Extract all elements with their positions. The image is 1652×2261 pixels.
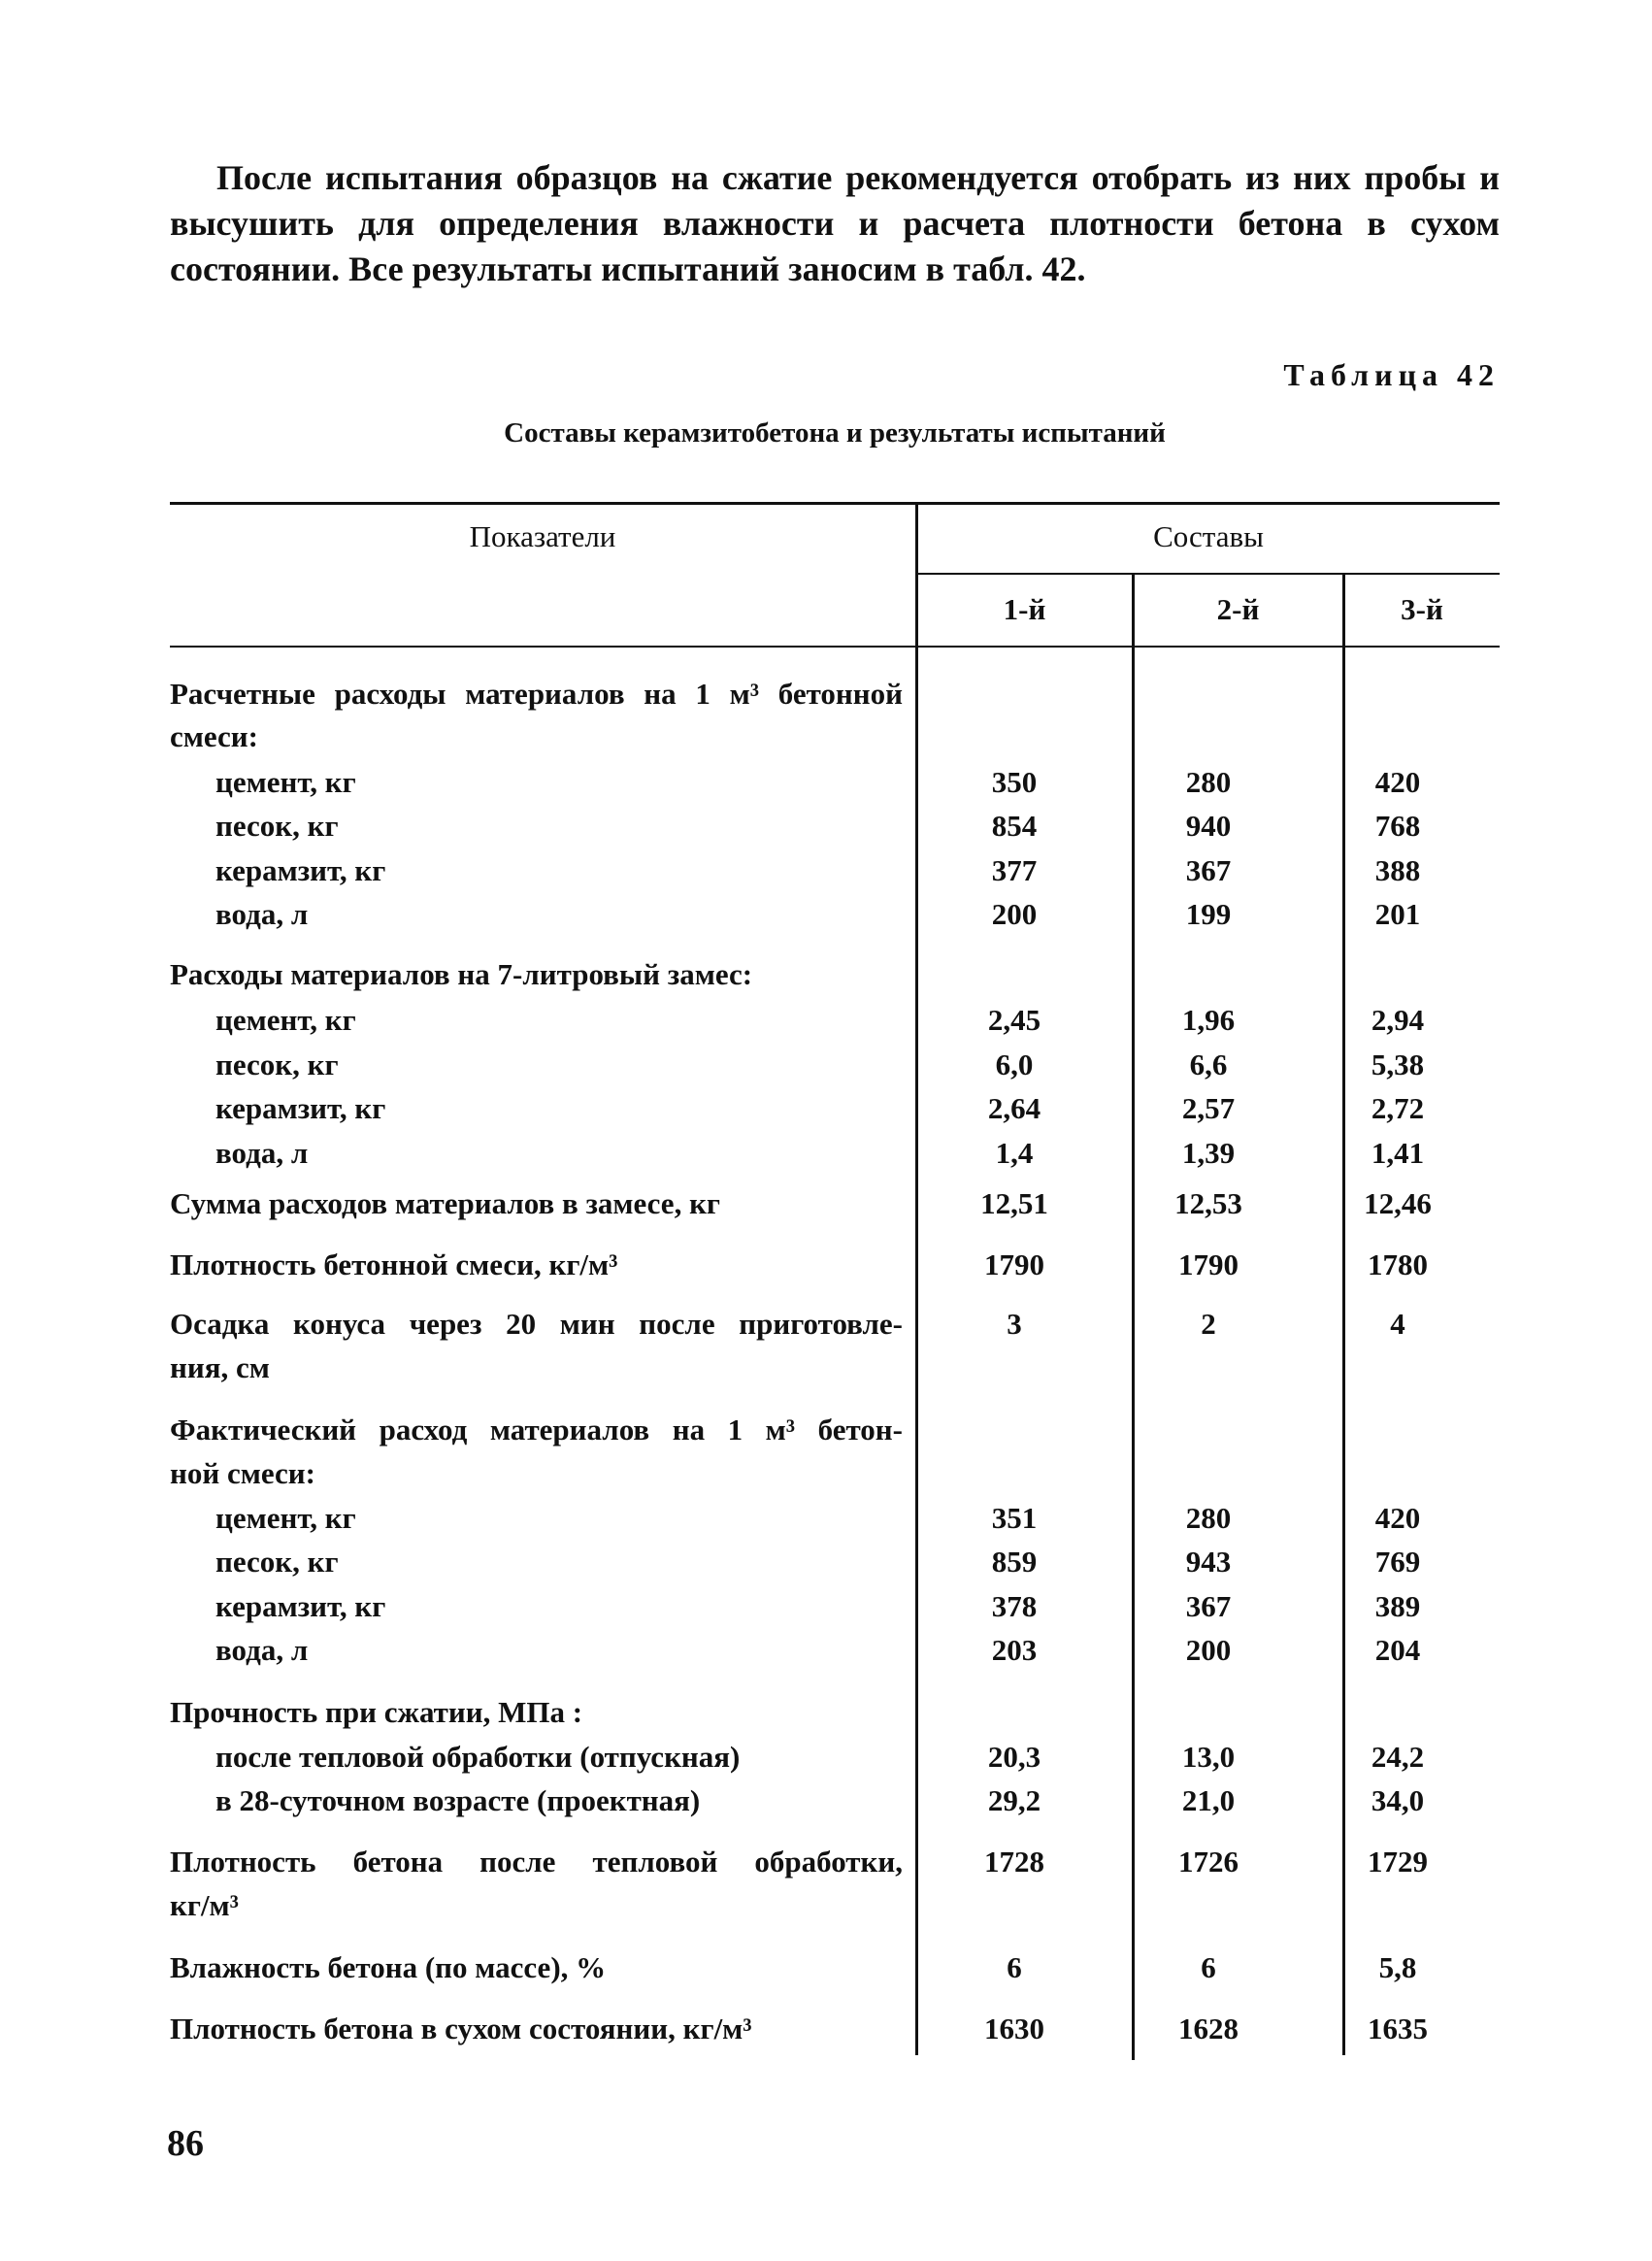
table-row <box>0 1633 1652 1672</box>
header-col-2: 2-й <box>1216 592 1260 626</box>
cell-value-2: 6 <box>1201 1950 1216 1984</box>
row-label: керамзит, кг <box>215 1589 386 1623</box>
table-row <box>0 897 1652 936</box>
cell-value-3: 204 <box>1374 1633 1421 1667</box>
table-row <box>0 1247 1652 1286</box>
cell-value-3: 1635 <box>1368 2012 1428 2045</box>
cell-value-3: 12,46 <box>1364 1186 1432 1220</box>
cell-value-1: 351 <box>991 1501 1038 1535</box>
table-row <box>0 1003 1652 1042</box>
table-row <box>0 1501 1652 1540</box>
row-label: вода, л <box>215 1633 309 1667</box>
row-label: цемент, кг <box>215 765 356 799</box>
table-row <box>0 1845 1652 1883</box>
cell-value-1: 2,64 <box>987 1091 1041 1125</box>
table-row <box>0 1888 1652 1927</box>
cell-value-2: 367 <box>1185 1589 1232 1623</box>
cell-value-3: 388 <box>1374 853 1421 887</box>
row-label: Влажность бетона (по массе), % <box>170 1950 607 1984</box>
row-label: в 28-суточном возрасте (проектная) <box>215 1783 701 1817</box>
cell-value-1: 1,4 <box>995 1136 1034 1170</box>
table-row <box>0 1136 1652 1175</box>
cell-value-1: 29,2 <box>987 1783 1041 1817</box>
row-label: Сумма расходов материалов в замесе, кг <box>170 1186 721 1220</box>
cell-value-1: 12,51 <box>980 1186 1048 1220</box>
row-label: ния, см <box>170 1350 270 1384</box>
cell-value-1: 6 <box>1007 1950 1022 1984</box>
row-label: Фактический расход материалов на 1 м³ бетон- <box>170 1413 903 1446</box>
table-row <box>0 1186 1652 1225</box>
row-label: песок, кг <box>215 809 339 843</box>
table-top-rule <box>170 502 1500 505</box>
cell-value-3: 24,2 <box>1371 1740 1425 1774</box>
cell-value-2: 6,6 <box>1189 1047 1228 1081</box>
cell-value-3: 34,0 <box>1371 1783 1425 1817</box>
cell-value-2: 1628 <box>1178 2012 1239 2045</box>
cell-value-2: 199 <box>1185 897 1232 931</box>
cell-value-2: 367 <box>1185 853 1232 887</box>
header-bottom-rule <box>170 646 1500 648</box>
page-number: 86 <box>167 2123 204 2164</box>
cell-value-3: 4 <box>1390 1307 1405 1341</box>
row-label: цемент, кг <box>215 1501 356 1535</box>
cell-value-3: 1,41 <box>1371 1136 1425 1170</box>
cell-value-2: 2,57 <box>1181 1091 1236 1125</box>
row-label: Расходы материалов на 7-литровый замес: <box>170 957 753 991</box>
cell-value-2: 21,0 <box>1181 1783 1236 1817</box>
row-label: цемент, кг <box>215 1003 356 1037</box>
table-row <box>0 1545 1652 1583</box>
row-label: керамзит, кг <box>215 853 386 887</box>
table-row <box>0 1783 1652 1822</box>
cell-value-1: 1790 <box>984 1247 1044 1281</box>
table-row <box>0 1047 1652 1086</box>
table-row <box>0 809 1652 848</box>
row-label: Плотность бетона после тепловой обработки, <box>170 1845 903 1879</box>
cell-value-1: 203 <box>991 1633 1038 1667</box>
row-label: кг/м³ <box>170 1888 239 1922</box>
cell-value-2: 1,39 <box>1181 1136 1236 1170</box>
cell-value-2: 1726 <box>1178 1845 1239 1879</box>
table-title: Составы керамзитобетона и результаты испытаний <box>504 417 1166 449</box>
row-label: Расчетные расходы материалов на 1 м³ бетонной <box>170 677 903 711</box>
cell-value-1: 378 <box>991 1589 1038 1623</box>
table-row <box>0 1413 1652 1451</box>
cell-value-3: 1729 <box>1368 1845 1428 1879</box>
cell-value-2: 280 <box>1185 1501 1232 1535</box>
cell-value-1: 859 <box>991 1545 1038 1579</box>
row-label: вода, л <box>215 897 309 931</box>
row-label: Плотность бетонной смеси, кг/м³ <box>170 1247 618 1281</box>
cell-value-2: 1,96 <box>1181 1003 1236 1037</box>
cell-value-3: 2,94 <box>1371 1003 1425 1037</box>
cell-value-2: 13,0 <box>1181 1740 1236 1774</box>
header-col-3: 3-й <box>1401 592 1443 626</box>
cell-value-1: 377 <box>991 853 1038 887</box>
row-label: песок, кг <box>215 1545 339 1579</box>
cell-value-3: 768 <box>1374 809 1421 843</box>
cell-value-1: 3 <box>1007 1307 1022 1341</box>
table-row <box>0 1695 1652 1734</box>
header-col-1: 1-й <box>1003 592 1046 626</box>
table-number: Таблица 42 <box>1283 357 1500 392</box>
cell-value-3: 389 <box>1374 1589 1421 1623</box>
cell-value-2: 943 <box>1185 1545 1232 1579</box>
cell-value-2: 12,53 <box>1174 1186 1242 1220</box>
cell-value-1: 2,45 <box>987 1003 1041 1037</box>
cell-value-1: 854 <box>991 809 1038 843</box>
table-row <box>0 719 1652 758</box>
row-label: после тепловой обработки (отпускная) <box>215 1740 741 1774</box>
cell-value-3: 201 <box>1374 897 1421 931</box>
row-label: песок, кг <box>215 1047 339 1081</box>
cell-value-3: 420 <box>1374 765 1421 799</box>
header-indicators: Показатели <box>469 519 616 553</box>
row-label: вода, л <box>215 1136 309 1170</box>
row-label: Прочность при сжатии, МПа : <box>170 1695 583 1729</box>
cell-value-2: 2 <box>1201 1307 1216 1341</box>
row-label: Плотность бетона в сухом состоянии, кг/м³ <box>170 2012 752 2045</box>
table-row <box>0 1950 1652 1989</box>
table-row <box>0 957 1652 996</box>
intro-paragraph: После испытания образцов на сжатие рекомендуется отобрать из них пробы и высушить для определения влажности и расчета плотности бетона в сухом состоянии. Все результаты испытаний заносим в табл. 42. <box>170 158 1500 288</box>
cell-value-1: 6,0 <box>995 1047 1034 1081</box>
cell-value-1: 20,3 <box>987 1740 1041 1774</box>
header-compositions: Составы <box>1153 519 1264 553</box>
cell-value-1: 1630 <box>984 2012 1044 2045</box>
row-label: ной смеси: <box>170 1456 315 1490</box>
table-row <box>0 1589 1652 1628</box>
cell-value-3: 1780 <box>1368 1247 1428 1281</box>
cell-value-2: 280 <box>1185 765 1232 799</box>
cell-value-1: 1728 <box>984 1845 1044 1879</box>
cell-value-3: 420 <box>1374 1501 1421 1535</box>
cell-value-3: 2,72 <box>1371 1091 1425 1125</box>
header-sub-rule <box>917 573 1500 575</box>
table-row <box>0 1456 1652 1495</box>
cell-value-2: 200 <box>1185 1633 1232 1667</box>
row-label: керамзит, кг <box>215 1091 386 1125</box>
cell-value-1: 350 <box>991 765 1038 799</box>
row-label: смеси: <box>170 719 258 753</box>
table-row <box>0 853 1652 892</box>
table-row <box>0 765 1652 804</box>
cell-value-2: 1790 <box>1178 1247 1239 1281</box>
row-label: Осадка конуса через 20 мин после приготовле- <box>170 1307 903 1341</box>
cell-value-3: 5,8 <box>1378 1950 1417 1984</box>
cell-value-1: 200 <box>991 897 1038 931</box>
table-row <box>0 1350 1652 1389</box>
table-row <box>0 1091 1652 1130</box>
cell-value-2: 940 <box>1185 809 1232 843</box>
table-row <box>0 1307 1652 1346</box>
cell-value-3: 5,38 <box>1371 1047 1425 1081</box>
table-row <box>0 2012 1652 2050</box>
table-row <box>0 1740 1652 1779</box>
cell-value-3: 769 <box>1374 1545 1421 1579</box>
table-row <box>0 677 1652 715</box>
